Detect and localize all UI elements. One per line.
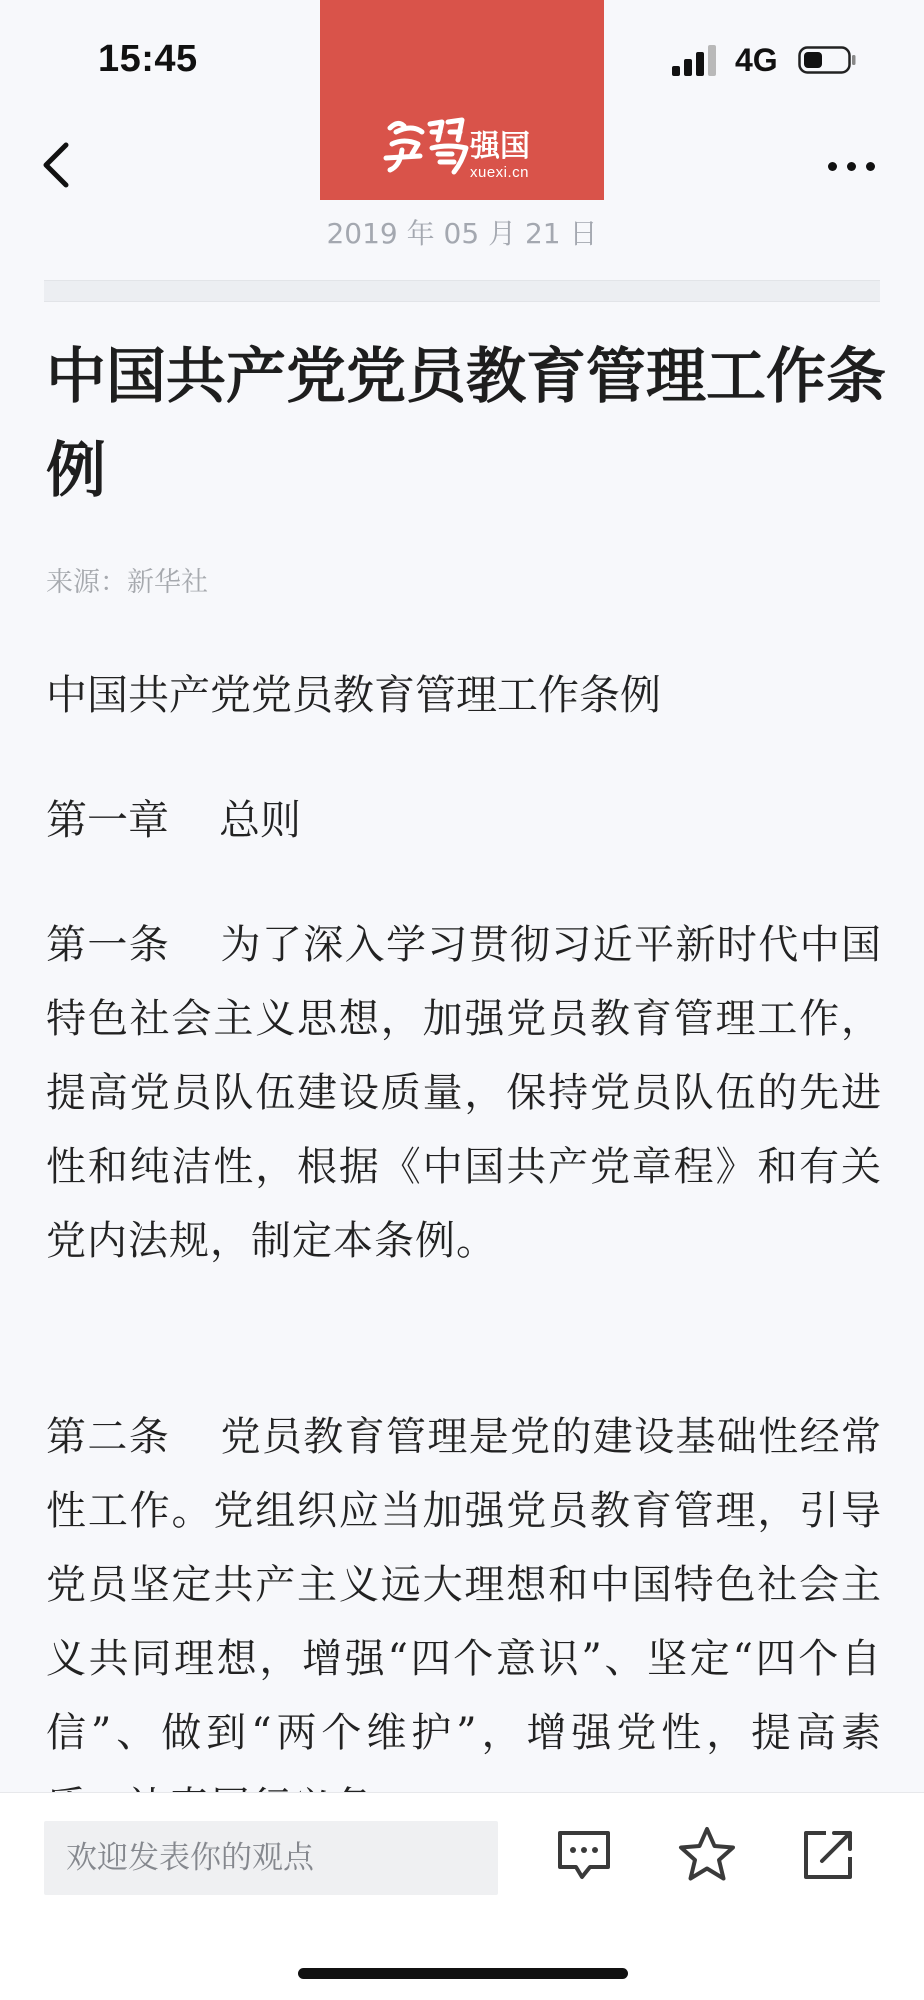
battery-icon: [798, 46, 856, 74]
comment-button[interactable]: [552, 1823, 616, 1887]
article-paragraph: [46, 908, 882, 1278]
share-button[interactable]: [796, 1823, 860, 1887]
cellular-signal-icon: [672, 44, 718, 76]
logo-brand-text: 强国: [470, 129, 530, 164]
favorite-button[interactable]: [675, 1823, 739, 1887]
divider: [44, 280, 880, 302]
chapter-number: 第一章: [46, 796, 169, 844]
chapter-name: 总则: [219, 796, 301, 844]
share-icon: [796, 1823, 860, 1887]
comment-icon: [552, 1823, 616, 1887]
more-options-button[interactable]: [822, 145, 882, 185]
logo-domain: xuexi.cn: [470, 164, 530, 181]
home-indicator[interactable]: [298, 1968, 628, 1979]
comment-input[interactable]: [44, 1821, 498, 1895]
article-label: 第二条: [46, 1414, 171, 1460]
network-type-label: 4G: [735, 42, 778, 78]
article-body: 党员教育管理是党的建设基础性经常性工作。党组织应当加强党员教育管理，引导党员坚定共产主义远大理想和中国特色社会主义共同理想，增强“四个意识”、坚定“四个自信”、做到“两个维护”，增强党性，提高素: [46, 1414, 883, 1756]
chapter-heading: [46, 790, 886, 850]
star-icon: [675, 1823, 739, 1887]
document-heading: 中国共产党党员教育管理工作条例: [46, 671, 661, 719]
article-source: 来源：新华社: [46, 567, 208, 598]
back-button[interactable]: [30, 130, 90, 200]
publish-date: 2019 年 05 月 21 日: [326, 217, 598, 250]
status-time: 15:45: [98, 38, 198, 80]
article-paragraph: [46, 1400, 882, 1844]
article-title: 中国共产党党员教育管理工作条例: [46, 342, 886, 506]
logo-script-mark: [382, 110, 472, 180]
xuexi-logo: [320, 0, 604, 200]
chevron-left-icon: [30, 130, 90, 200]
article-body: 为了深入学习贯彻习近平新时代中国特色社会主义思想，加强党员教育管理工作，提高党员队伍建设质量，保持党员队伍的先进性和纯洁性，根据《中国共产党章程》和有关党内法规，制定本条例。: [46, 922, 883, 1264]
article-label: 第一条: [46, 922, 171, 968]
